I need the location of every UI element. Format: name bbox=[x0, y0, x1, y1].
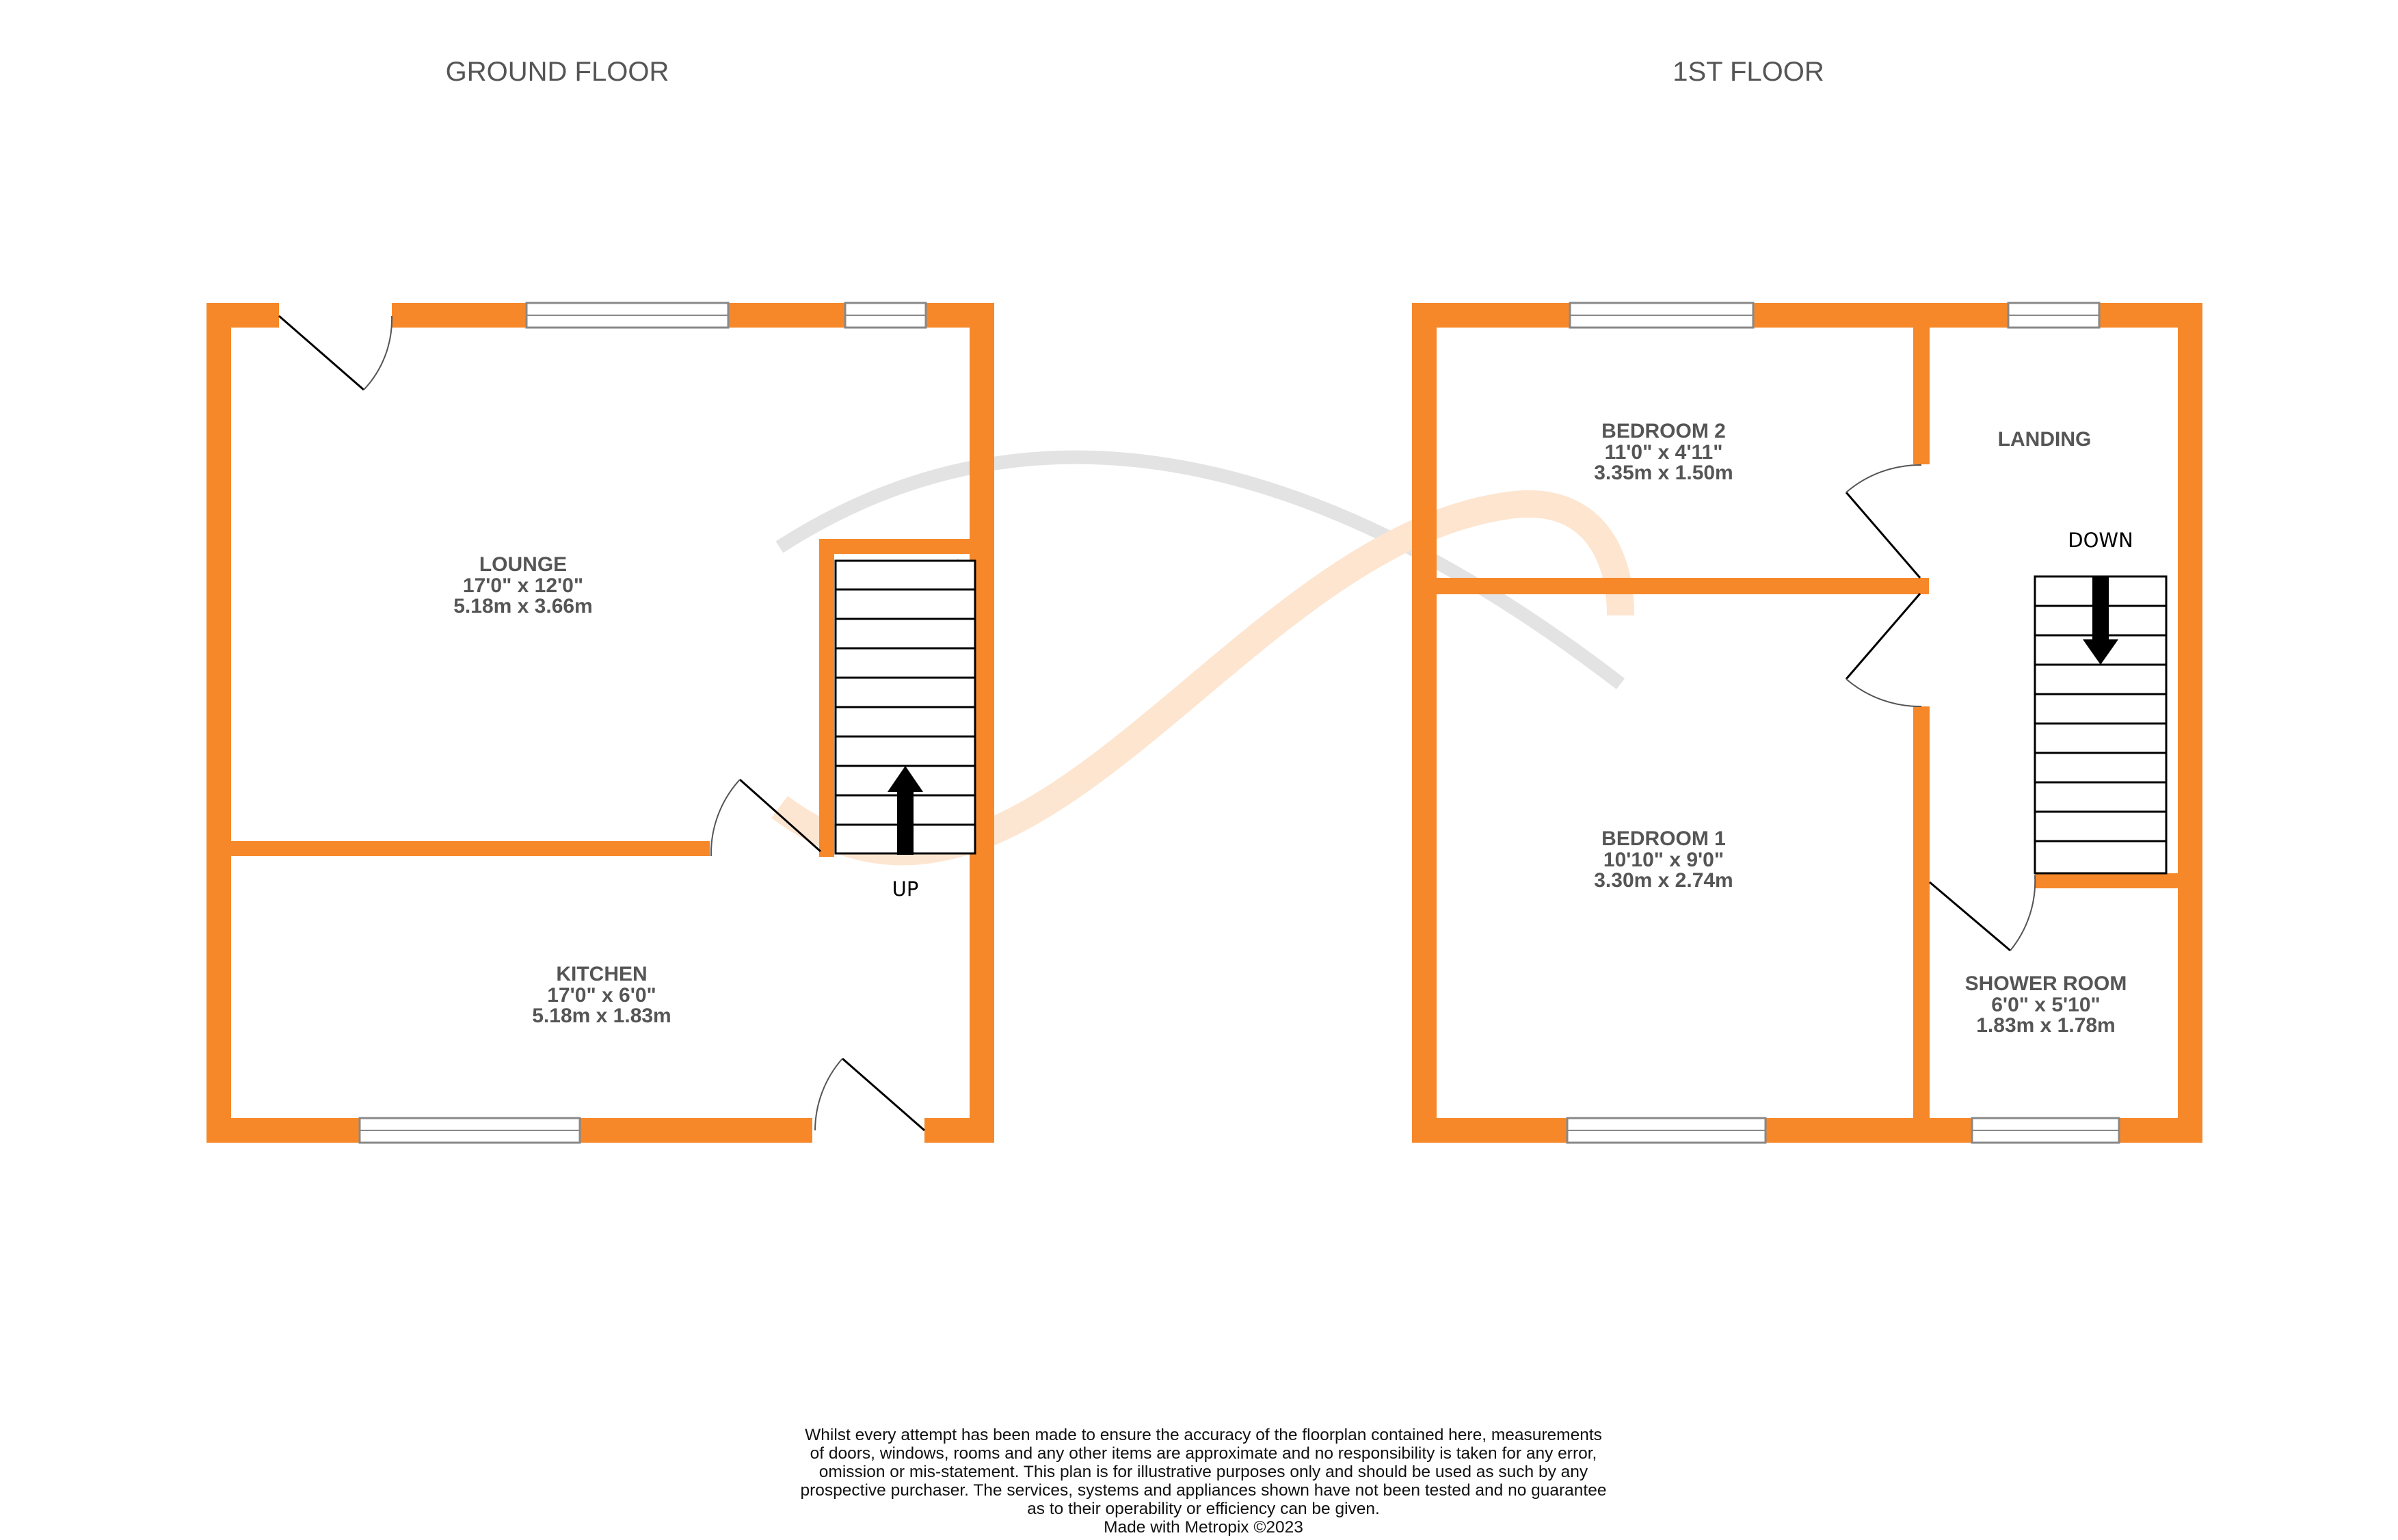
lounge-imperial: 17'0" x 12'0" bbox=[462, 574, 584, 597]
disclaimer-line: as to their operability or efficiency can be given. bbox=[1027, 1500, 1380, 1518]
lounge-name: LOUNGE bbox=[479, 553, 568, 576]
bedroom1-name: BEDROOM 1 bbox=[1601, 827, 1726, 850]
bedroom1-door[interactable] bbox=[1846, 594, 1921, 706]
disclaimer-line: Whilst every attempt has been made to ensure the accuracy of the floorplan contained here, measurements bbox=[805, 1426, 1602, 1444]
wall-lounge-kitchen bbox=[231, 841, 710, 856]
front-door-gap bbox=[279, 303, 392, 328]
lounge-metric: 5.18m x 3.66m bbox=[453, 595, 593, 618]
ground-floor-plan bbox=[207, 303, 994, 1143]
ground-floor-title: GROUND FLOOR bbox=[445, 57, 669, 87]
shower-imperial: 6'0" x 5'10" bbox=[1991, 994, 2101, 1016]
bedroom2-metric: 3.35m x 1.50m bbox=[1594, 462, 1733, 484]
kitchen-metric: 5.18m x 1.83m bbox=[532, 1005, 671, 1027]
wall-landing-lower bbox=[1913, 706, 1930, 1118]
bedroom1-metric: 3.30m x 2.74m bbox=[1594, 869, 1733, 892]
disclaimer-line: omission or mis-statement. This plan is for illustrative purposes only and should be used as such by any bbox=[818, 1463, 1588, 1481]
bedroom1-imperial: 10'10" x 9'0" bbox=[1603, 849, 1724, 871]
wall-stair-top bbox=[819, 539, 994, 554]
back-door-gap bbox=[812, 1118, 924, 1143]
wall-left-1f bbox=[1412, 303, 1437, 1143]
wall-stair-left bbox=[819, 539, 834, 857]
shower-door[interactable] bbox=[1930, 875, 2035, 951]
disclaimer bbox=[718, 1426, 1689, 1518]
first-floor-plan bbox=[1412, 303, 2202, 1143]
disclaimer-line: prospective purchaser. The services, systems and appliances shown have not been tested and no guarantee bbox=[800, 1481, 1607, 1500]
wall-shower-top bbox=[2035, 873, 2178, 888]
kitchen-imperial: 17'0" x 6'0" bbox=[547, 984, 656, 1007]
landing-name: LANDING bbox=[1997, 428, 2092, 451]
stairs-up-label: UP bbox=[892, 877, 919, 901]
kitchen-name: KITCHEN bbox=[556, 963, 648, 985]
stairs-down-label: DOWN bbox=[2068, 529, 2133, 552]
wall-left bbox=[207, 303, 231, 1143]
bedroom2-door[interactable] bbox=[1846, 465, 1921, 578]
first-floor-title: 1ST FLOOR bbox=[1673, 57, 1824, 87]
wall-landing-upper bbox=[1913, 328, 1930, 464]
metropix-credit: Made with Metropix ©2023 bbox=[1104, 1518, 1303, 1537]
wall-bedroom-divider bbox=[1437, 578, 1929, 594]
bedroom2-name: BEDROOM 2 bbox=[1601, 420, 1726, 442]
wall-right-1f bbox=[2178, 303, 2202, 1143]
bedroom2-imperial: 11'0" x 4'11" bbox=[1604, 441, 1723, 464]
shower-metric: 1.83m x 1.78m bbox=[1976, 1014, 2116, 1037]
shower-name: SHOWER ROOM bbox=[1964, 972, 2127, 995]
disclaimer-line: of doors, windows, rooms and any other items are approximate and no responsibility is taken for any error, bbox=[810, 1444, 1597, 1463]
